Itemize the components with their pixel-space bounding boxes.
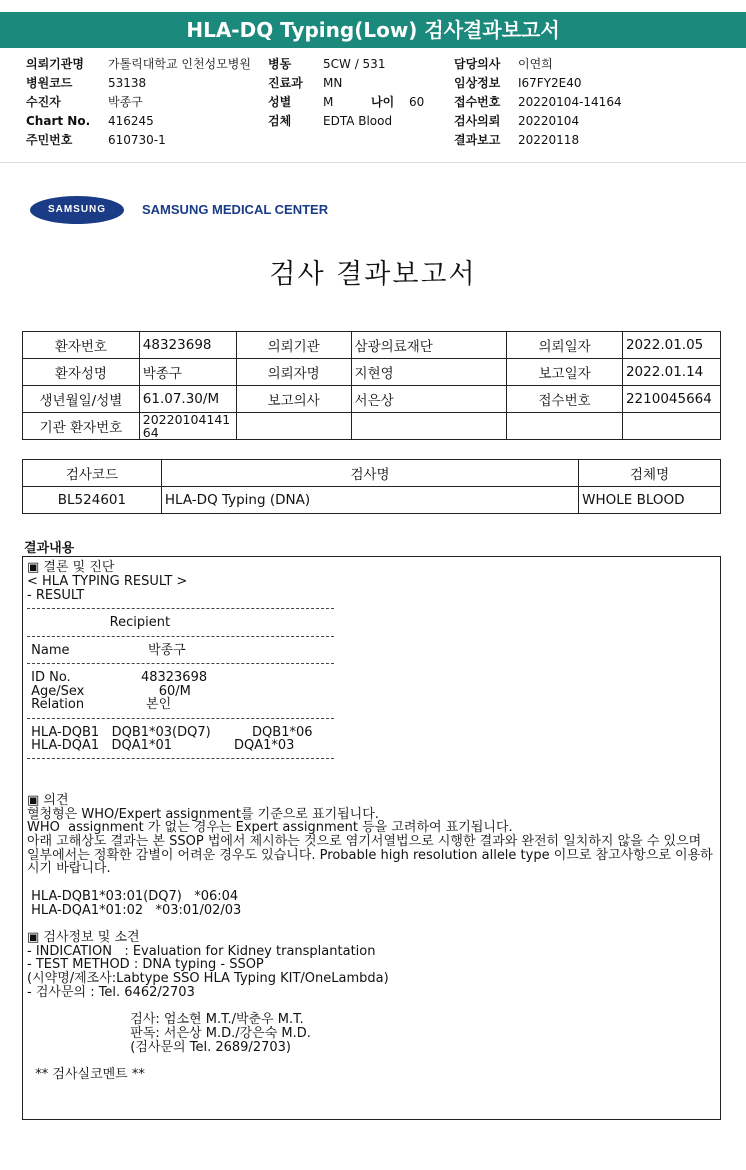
hdr-label: 진료과 bbox=[268, 76, 303, 90]
table-cell: 2022.01.14 bbox=[622, 359, 720, 386]
header-row bbox=[268, 93, 424, 112]
result-text-line: ▣ 검사정보 및 소견 bbox=[27, 930, 140, 945]
result-text-line: Age/Sex 60/M bbox=[27, 684, 191, 699]
table-cell bbox=[507, 413, 623, 440]
hdr-value: 20220118 bbox=[518, 133, 580, 147]
table-cell: 서은상 bbox=[351, 386, 507, 413]
hdr-label: 담당의사 bbox=[454, 57, 501, 71]
result-text-line: HLA-DQB1*03:01(DQ7) *06:04 bbox=[27, 889, 239, 904]
result-text-line: ** 검사실코멘트 ** bbox=[27, 1067, 145, 1082]
hdr-label: 검사의뢰 bbox=[454, 114, 501, 128]
hdr-value: I67FY2E40 bbox=[518, 76, 582, 90]
hdr-label: 의뢰기관명 bbox=[26, 57, 84, 71]
age-label: 나이 bbox=[371, 95, 395, 109]
hdr-value: 5CW / 531 bbox=[323, 57, 386, 71]
document-title: 검사 결과보고서 bbox=[269, 259, 477, 290]
header-row bbox=[454, 112, 622, 131]
hdr-value: 20220104 bbox=[518, 114, 580, 128]
table-cell: 61.07.30/M bbox=[139, 386, 236, 413]
hdr-label: 접수번호 bbox=[454, 95, 501, 109]
table-cell: 2022.01.05 bbox=[622, 332, 720, 359]
table-cell: 의뢰자명 bbox=[236, 359, 351, 386]
header-row bbox=[268, 112, 424, 131]
header-row bbox=[26, 131, 251, 150]
table-row bbox=[23, 487, 721, 514]
hdr-label: 결과보고 bbox=[454, 133, 501, 147]
result-text-line: - INDICATION : Evaluation for Kidney transplantation bbox=[27, 944, 376, 959]
result-text-line: - RESULT bbox=[27, 588, 85, 603]
hdr-value: 53138 bbox=[108, 76, 147, 90]
result-text-line: 일부에서는 정확한 감별이 어려운 경우도 있습니다. Probable high resolution allele type 이므로 참고사항으로 이용하 bbox=[27, 848, 713, 863]
header-row bbox=[26, 74, 251, 93]
table-cell: 의뢰기관 bbox=[236, 332, 351, 359]
hdr-value: 610730-1 bbox=[108, 133, 166, 147]
result-text-line: ▣ 결론 및 진단 bbox=[27, 560, 115, 575]
result-text-line: (시약명/제조사:Labtype SSO HLA Typing KIT/OneLambda) bbox=[27, 971, 389, 986]
hdr-label: Chart No. bbox=[26, 114, 91, 128]
header-info-col2 bbox=[268, 55, 424, 131]
divider-line bbox=[27, 636, 334, 637]
test-info-table bbox=[22, 459, 721, 514]
table-header-row bbox=[23, 460, 721, 487]
result-text-line: < HLA TYPING RESULT > bbox=[27, 574, 188, 589]
medical-center-name: SAMSUNG MEDICAL CENTER bbox=[142, 202, 329, 217]
hdr-value: M bbox=[323, 95, 334, 109]
result-text-line: 판독: 서은상 M.D./강은숙 M.D. bbox=[27, 1026, 311, 1041]
age-value: 60 bbox=[409, 95, 425, 109]
table-cell: 박종구 bbox=[139, 359, 236, 386]
hdr-label: 임상정보 bbox=[454, 76, 501, 90]
table-cell: 기관 환자번호 bbox=[23, 413, 140, 440]
result-text-line: HLA-DQA1*01:02 *03:01/02/03 bbox=[27, 903, 242, 918]
table-row bbox=[23, 359, 721, 386]
table-cell: 의뢰일자 bbox=[507, 332, 623, 359]
result-text-line: 혈청형은 WHO/Expert assignment를 기준으로 표기됩니다. bbox=[27, 807, 379, 822]
results-section-label: 결과내용 bbox=[24, 541, 75, 556]
result-text-line: ID No. 48323698 bbox=[27, 670, 208, 685]
hdr-value: 20220104-14164 bbox=[518, 95, 622, 109]
table-cell: 환자성명 bbox=[23, 359, 140, 386]
hdr-label: 주민번호 bbox=[26, 133, 73, 147]
result-text-line: HLA-DQB1 DQB1*03(DQ7) DQB1*06 bbox=[27, 725, 313, 740]
hdr-label: 병원코드 bbox=[26, 76, 73, 90]
header-row bbox=[268, 74, 424, 93]
hdr-value: 416245 bbox=[108, 114, 154, 128]
table-cell: 접수번호 bbox=[507, 386, 623, 413]
table-cell: 48323698 bbox=[139, 332, 236, 359]
header-row bbox=[268, 55, 424, 74]
table-cell bbox=[351, 413, 507, 440]
table-cell: WHOLE BLOOD bbox=[579, 487, 721, 514]
header-divider bbox=[0, 162, 746, 163]
result-text-line: - 검사문의 : Tel. 6462/2703 bbox=[27, 985, 195, 1000]
table-cell bbox=[622, 413, 720, 440]
patient-info-table bbox=[22, 331, 721, 440]
header-row bbox=[454, 55, 622, 74]
header-row bbox=[454, 93, 622, 112]
hdr-value: 박종구 bbox=[108, 95, 143, 109]
header-row bbox=[26, 93, 251, 112]
table-row bbox=[23, 332, 721, 359]
header-row bbox=[454, 131, 622, 150]
result-text-line: 검사: 엄소현 M.T./박춘우 M.T. bbox=[27, 1012, 304, 1027]
header-row bbox=[454, 74, 622, 93]
result-text-line: Name 박종구 bbox=[27, 643, 186, 658]
divider-line bbox=[27, 718, 334, 719]
table-cell: 20220104141 64 bbox=[139, 413, 236, 440]
result-text-line: Relation 본인 bbox=[27, 697, 172, 712]
hdr-value: 이연희 bbox=[518, 57, 553, 71]
table-row bbox=[23, 386, 721, 413]
hdr-label: 성별 bbox=[268, 95, 292, 109]
table-header: 검사코드 bbox=[23, 460, 162, 487]
hdr-value: 가톨릭대학교 인천성모병원 bbox=[108, 57, 251, 71]
table-row bbox=[23, 413, 721, 440]
result-text-line: 시기 바랍니다. bbox=[27, 861, 111, 876]
divider-line bbox=[27, 663, 334, 664]
result-text-line: WHO assignment 가 없는 경우는 Expert assignment 등을 고려하여 표기됩니다. bbox=[27, 820, 513, 835]
result-text-line: - TEST METHOD : DNA typing - SSOP bbox=[27, 957, 264, 972]
report-title: HLA-DQ Typing(Low) 검사결과보고서 bbox=[0, 12, 746, 48]
hdr-label: 병동 bbox=[268, 57, 292, 71]
table-cell: HLA-DQ Typing (DNA) bbox=[161, 487, 578, 514]
divider-line bbox=[27, 608, 334, 609]
results-box bbox=[22, 556, 721, 1120]
table-cell: 보고일자 bbox=[507, 359, 623, 386]
header-info-col1 bbox=[26, 55, 251, 150]
table-cell: 환자번호 bbox=[23, 332, 140, 359]
header-row bbox=[26, 55, 251, 74]
table-cell: 2210045664 bbox=[622, 386, 720, 413]
result-text-line: (검사문의 Tel. 2689/2703) bbox=[27, 1040, 291, 1055]
table-header: 검체명 bbox=[579, 460, 721, 487]
result-text-line: 아래 고해상도 결과는 본 SSOP 법에서 제시하는 것으로 염기서열법으로 시행한 결과와 완전히 일치하지 않을 수 있으며 bbox=[27, 834, 702, 849]
hdr-label: 수진자 bbox=[26, 95, 61, 109]
hdr-value: MN bbox=[323, 76, 343, 90]
result-text-line: HLA-DQA1 DQA1*01 DQA1*03 bbox=[27, 738, 295, 753]
table-cell bbox=[236, 413, 351, 440]
hdr-label: 검체 bbox=[268, 114, 292, 128]
header-info-col3 bbox=[454, 55, 622, 150]
result-text-line: Recipient bbox=[27, 615, 171, 630]
result-text-line: ▣ 의견 bbox=[27, 793, 69, 808]
table-cell: 지현영 bbox=[351, 359, 507, 386]
table-cell: BL524601 bbox=[23, 487, 162, 514]
hdr-value: EDTA Blood bbox=[323, 114, 393, 128]
divider-line bbox=[27, 758, 334, 759]
table-cell: 삼광의료재단 bbox=[351, 332, 507, 359]
header-row bbox=[26, 112, 251, 131]
table-cell: 보고의사 bbox=[236, 386, 351, 413]
samsung-logo: SAMSUNG bbox=[30, 196, 124, 224]
table-header: 검사명 bbox=[161, 460, 578, 487]
table-cell: 생년월일/성별 bbox=[23, 386, 140, 413]
